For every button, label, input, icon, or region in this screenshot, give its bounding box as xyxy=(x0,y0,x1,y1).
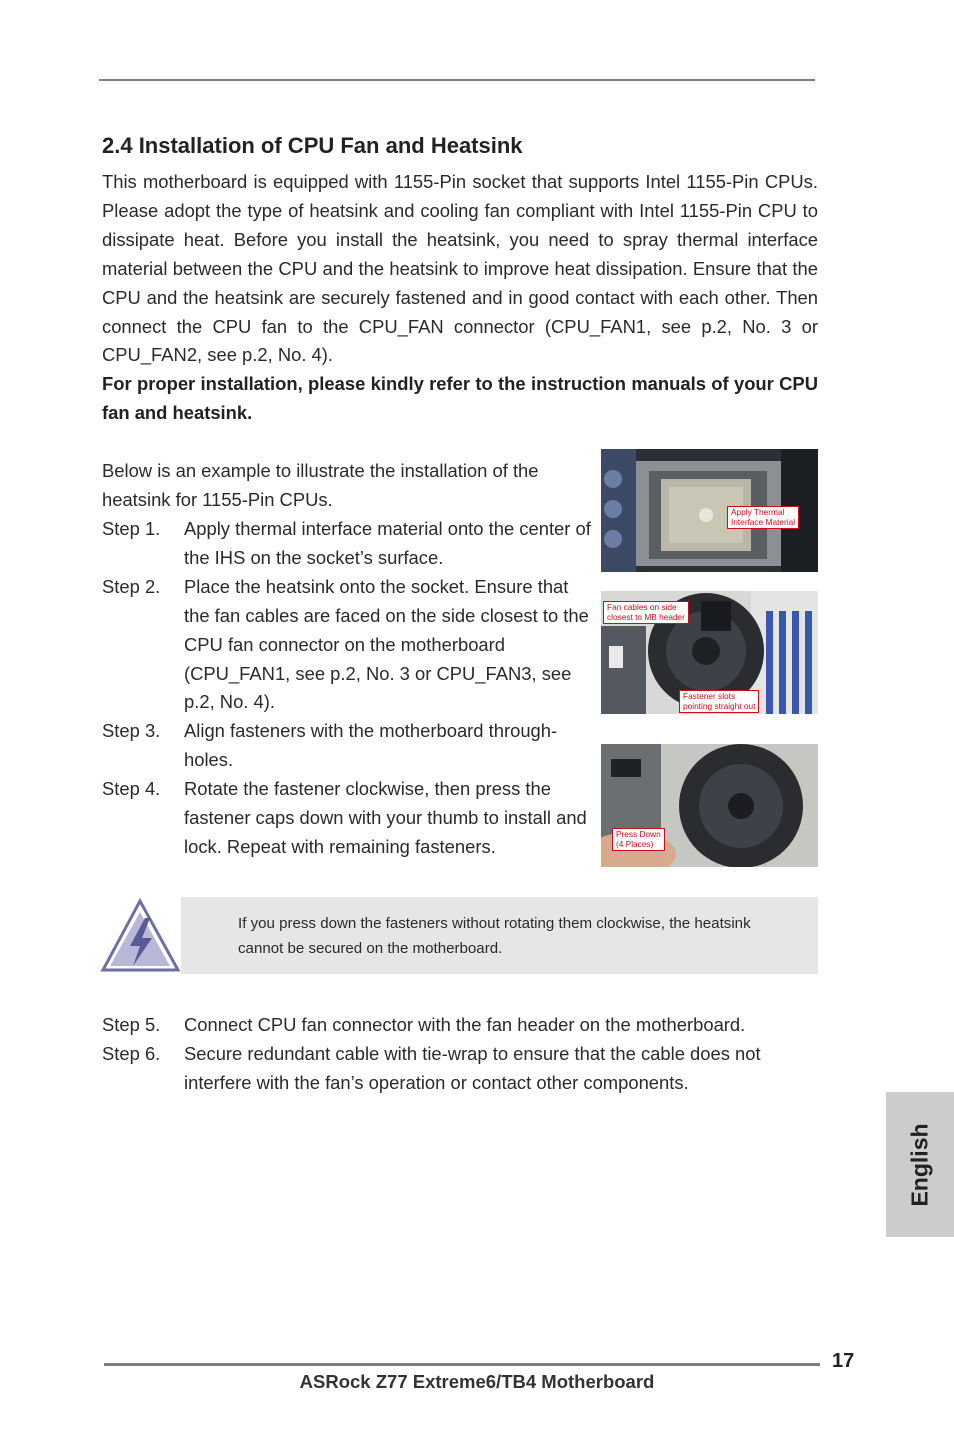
step-1 xyxy=(102,515,592,573)
step-4 xyxy=(102,775,592,862)
warning-lightning-icon xyxy=(100,898,182,974)
install-steps xyxy=(102,515,592,862)
step-text: Rotate the fastener clockwise, then press the fastener caps down with your thumb to install and lock. Repeat with remaining fasteners. xyxy=(184,778,587,857)
language-label: English xyxy=(906,1122,933,1207)
photo-press-fasteners xyxy=(601,744,818,867)
language-tab xyxy=(886,1092,954,1237)
callout-fastener-slots: Fastener slots pointing straight out xyxy=(679,690,759,713)
callout-thermal: Apply Thermal Interface Material xyxy=(727,506,799,529)
step-2 xyxy=(102,573,592,718)
page-number: 17 xyxy=(832,1350,855,1372)
footer-rule xyxy=(104,1363,820,1366)
callout-press-down: Press Down (4 Places) xyxy=(612,828,665,851)
intro-paragraph: This motherboard is equipped with 1155-Pin socket that supports Intel 1155-Pin CPUs. Please adopt the type of heatsink and cooling fan compliant with Intel 1155-Pin CPU to dissipate heat. Before you install the heatsink, you need to spray thermal interface material between the CPU and the heatsink to improve heat dissipation. Ensure that the CPU and the heatsink are securely fastened and in good contact with each other. Then connect the CPU fan to the CPU_FAN connector (CPU_FAN1, see p.2, No. 3 or CPU_FAN2, see p.2, No. 4). xyxy=(102,171,818,366)
footer-product-name: ASRock Z77 Extreme6/TB4 Motherboard xyxy=(299,1371,655,1392)
step-3 xyxy=(102,717,592,775)
photo-heatsink-placement xyxy=(601,591,818,714)
step-number: Step 1. xyxy=(102,518,161,539)
step-text: Secure redundant cable with tie-wrap to ensure that the cable does not interfere with the fan’s operation or contact other components. xyxy=(184,1042,761,1093)
example-intro: Below is an example to illustrate the installation of the heatsink for 1155-Pin CPUs. xyxy=(102,460,539,510)
warning-note xyxy=(181,897,818,974)
step-number: Step 3. xyxy=(102,720,161,742)
step-text: Place the heatsink onto the socket. Ensure that the fan cables are faced on the side closest to the CPU fan connector on the motherboard (CPU_FAN1, see p.2, No. 3 or CPU_FAN3, see p.2, No. 4). xyxy=(184,575,589,713)
step-number: Step 5. xyxy=(102,1014,161,1035)
step-5 xyxy=(102,1011,818,1040)
step-6 xyxy=(102,1040,818,1098)
callout-fan-cables: Fan cables on side closest to MB header xyxy=(603,601,689,624)
install-steps-continued xyxy=(102,1011,818,1098)
photo-cpu-thermal-paste xyxy=(601,449,818,572)
step-text: Align fasteners with the motherboard through-holes. xyxy=(184,720,558,771)
warning-text: If you press down the fasteners without rotating them clockwise, the heatsink cannot be secured on the motherboard. xyxy=(238,915,751,957)
important-note: For proper installation, please kindly refer to the instruction manuals of your CPU fan and heatsink. xyxy=(102,373,818,423)
step-number: Step 4. xyxy=(102,778,161,800)
step-text: Apply thermal interface material onto the center of the IHS on the socket’s surface. xyxy=(184,518,591,568)
step-text: Connect CPU fan connector with the fan header on the motherboard. xyxy=(184,1014,746,1035)
section-title: 2.4 Installation of CPU Fan and Heatsink xyxy=(102,133,523,158)
step-number: Step 6. xyxy=(102,1042,161,1064)
step-number: Step 2. xyxy=(102,575,161,597)
header-rule xyxy=(99,79,815,81)
